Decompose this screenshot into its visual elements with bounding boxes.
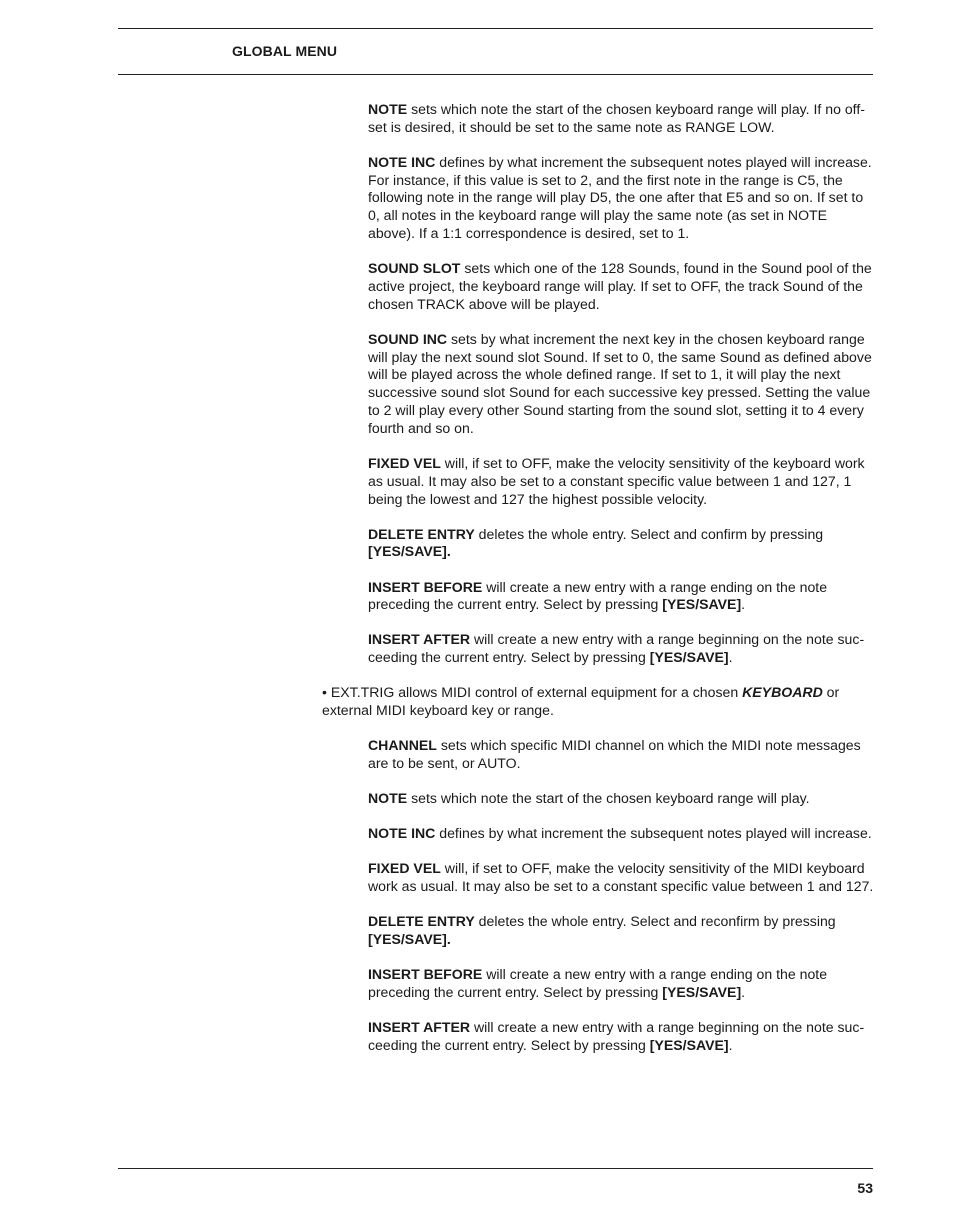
trailing-punctuation: .: [728, 1036, 733, 1053]
setting-description: sets by what increment the next key in the chosen keyboard range will play the next sound slot Sound. If set to 0, the same Sound as defined above will be played across the whole defined range. If set to 1, it will play the next successive sound slot Sound for each successive key pressed. Setting the value to 2 will play every other Sound starting from the sound slot, setting it to 4 every fourth and so on.: [368, 330, 872, 436]
setting-term: SOUND INC: [368, 330, 448, 347]
setting-description: sets which specific MIDI channel on which the MIDI note messages are to be sent, or AUTO.: [368, 737, 861, 771]
yes-save-key-label: [YES/SAVE]: [649, 1036, 729, 1053]
setting-description: will create a new entry with a range ending on the note preceding the current entry. Select by pressing: [368, 578, 828, 613]
setting-entry: [368, 1019, 875, 1055]
setting-term: DELETE ENTRY: [368, 525, 475, 542]
external-trig-settings: [322, 737, 875, 1054]
footer-rule: [118, 1168, 873, 1169]
setting-description: deletes the whole entry. Select and reconfirm by pressing: [474, 913, 836, 930]
setting-description: will, if set to OFF, make the velocity sensitivity of the MIDI keyboard work as usual. It may also be set to a constant specific value between 1 and 127.: [368, 860, 874, 895]
setting-term: NOTE: [368, 790, 408, 807]
setting-description: will create a new entry with a range beginning on the note suc-ceeding the current entry. Select by pressing: [368, 631, 865, 666]
setting-entry: [368, 913, 875, 949]
setting-term: CHANNEL: [368, 737, 437, 754]
setting-term: NOTE INC: [368, 825, 436, 842]
setting-entry: [368, 154, 875, 243]
setting-term: INSERT AFTER: [368, 631, 471, 648]
setting-description: will create a new entry with a range beginning on the note suc-ceeding the current entry. Select by pressing: [368, 1018, 865, 1053]
setting-description: will, if set to OFF, make the velocity sensitivity of the keyboard work as usual. It may also be set to a constant specific value between 1 and 127, 1 being the lowest and 127 the highest possible velocity.: [368, 454, 865, 507]
internal-keyboard-settings: [322, 101, 875, 667]
setting-description: defines by what increment the subsequent notes played will increase. For instance, if this value is set to 2, and the first note in the range is C5, the following note in the range will play D5, the one after that E5 and so on. If set to 0, all notes in the keyboard range will play the same note (as set in NOTE above). If a 1:1 correspondence is desired, set to 1.: [368, 153, 872, 242]
setting-description: defines by what increment the subsequent notes played will increase.: [435, 825, 872, 842]
page-number: 53: [857, 1180, 873, 1196]
yes-save-key-label: [YES/SAVE]: [662, 596, 742, 613]
ext-trig-prefix: • EXT.TRIG allows MIDI control of external equipment for a chosen: [322, 684, 743, 701]
setting-entry: [368, 455, 875, 508]
setting-term: DELETE ENTRY: [368, 913, 475, 930]
setting-entry: [368, 860, 875, 896]
setting-description: sets which note the start of the chosen keyboard range will play. If no off-set is desired, it should be set to the same note as RANGE LOW.: [368, 101, 865, 135]
setting-description: sets which one of the 128 Sounds, found in the Sound pool of the active project, the keyboard range will play. If set to OFF, the track Sound of the chosen TRACK above will be played.: [368, 260, 872, 312]
setting-term: FIXED VEL: [368, 454, 441, 471]
setting-entry: [368, 260, 875, 313]
setting-description: will create a new entry with a range ending on the note preceding the current entry. Select by pressing: [368, 966, 828, 1000]
setting-entry: [368, 526, 875, 562]
trailing-punctuation: .: [741, 596, 746, 613]
setting-entry: [368, 790, 875, 808]
setting-term: SOUND SLOT: [368, 260, 461, 277]
setting-term: INSERT AFTER: [368, 1018, 471, 1035]
setting-entry: [368, 331, 875, 438]
setting-term: FIXED VEL: [368, 860, 441, 877]
page-header-title: GLOBAL MENU: [232, 43, 338, 59]
manual-content: [322, 101, 875, 1072]
setting-description: deletes the whole entry. Select and confirm by pressing: [474, 525, 824, 542]
header-top-rule: [118, 28, 873, 29]
setting-entry: [368, 579, 875, 615]
yes-save-key-label: [YES/SAVE]: [662, 983, 742, 1000]
setting-term: NOTE INC: [368, 153, 436, 170]
trailing-punctuation: .: [728, 649, 733, 666]
yes-save-key-label: [YES/SAVE].: [368, 930, 451, 947]
yes-save-key-label: [YES/SAVE]: [649, 649, 729, 666]
trailing-punctuation: .: [741, 983, 746, 1000]
setting-entry: [368, 101, 875, 137]
setting-entry: [368, 631, 875, 667]
setting-term: NOTE: [368, 101, 408, 117]
setting-entry: [368, 825, 875, 843]
setting-description: sets which note the start of the chosen keyboard range will play.: [407, 790, 810, 807]
keyboard-emphasis: KEYBOARD: [742, 684, 823, 701]
yes-save-key-label: [YES/SAVE].: [368, 543, 451, 560]
setting-term: INSERT BEFORE: [368, 578, 483, 595]
header-bottom-rule: [118, 74, 873, 75]
ext-trig-suffix: or external MIDI keyboard key or range.: [322, 684, 840, 719]
ext-trig-paragraph: [322, 684, 875, 720]
setting-entry: [368, 737, 875, 773]
setting-entry: [368, 966, 875, 1002]
setting-term: INSERT BEFORE: [368, 966, 483, 983]
